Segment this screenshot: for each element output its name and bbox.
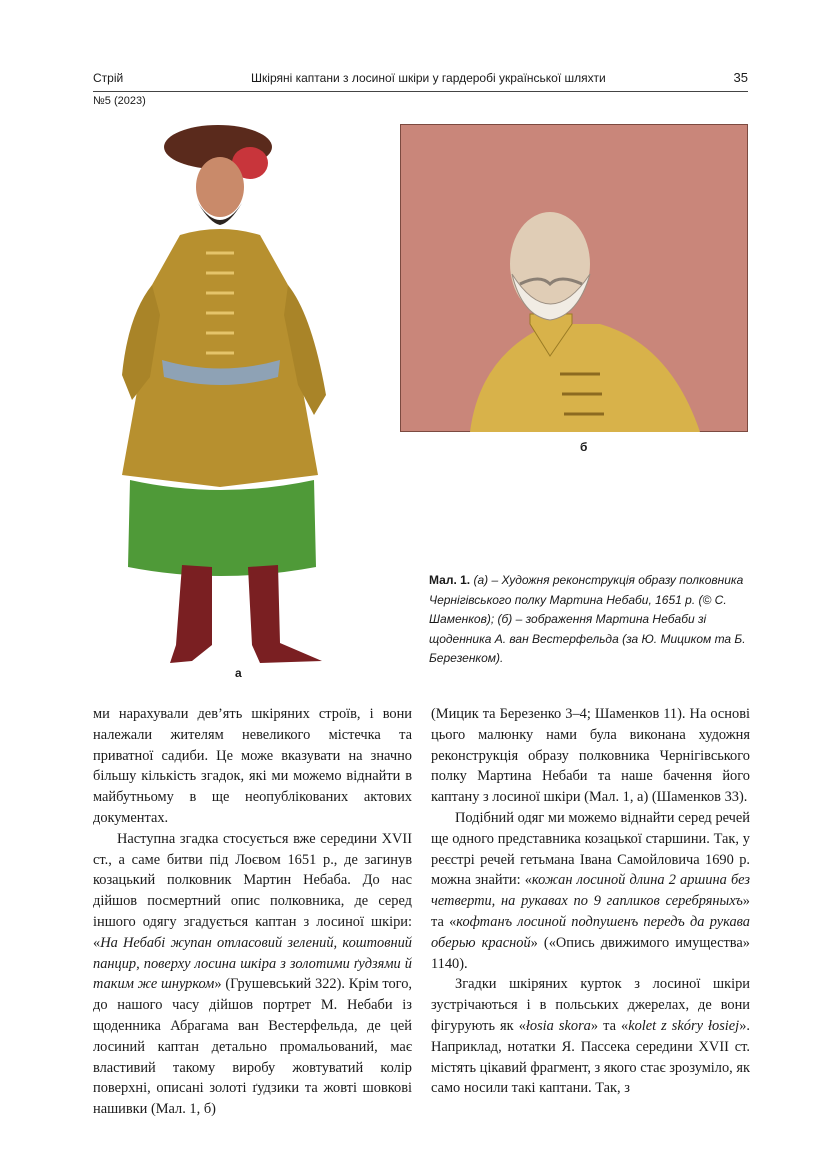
head xyxy=(196,157,244,217)
quote-koftan: кофтанъ лосиной подпушенъ передъ да рукава оберью красной xyxy=(431,913,750,951)
left-paragraph-2 xyxy=(93,829,412,1120)
left-column xyxy=(93,704,412,1120)
page-number: 35 xyxy=(733,70,748,85)
right-paragraph-1: (Мицик та Березенко 3–4; Шаменков 11). На основі цього малюнку нами була виконана художня реконструкція образу полковника Чернігівського полку Мартина Небаби та наше бачення його каптану з лосиної шкіри (Мал. 1, а) (Шаменков 33). xyxy=(431,706,750,806)
caption-prefix: Мал. 1. xyxy=(429,573,471,587)
text-run: » (Грушевський 322). Крім того, до нашого часу дійшов портрет М. Небаби із щоденника Абрагама ван Вестерфельда, де цей лосиний каптан детально промальований, має властивий такому виробу жовтуватий колір поверхні, описані золоті ґудзики та жовті шовкові нашивки (Мал. 1, б) xyxy=(93,976,412,1118)
left-paragraph-1: ми нарахували дев’ять шкіряних строїв, і вони належали жителям невеликого містечка та приватної садиби. Це може вказувати на значно більшу кількість згадок, які ми можемо віднайти в майбутньому в ще неопублікованих актових документах. xyxy=(93,706,412,826)
quote-losia-skora: łosia skora xyxy=(525,1017,591,1034)
text-run: » та « xyxy=(431,893,750,930)
running-title: Шкіряні каптани з лосиної шкіри у гардеробі української шляхти xyxy=(251,71,606,85)
figure-b-illustration xyxy=(400,124,748,432)
text-run: » («Опись движимого имущества» 1140). xyxy=(431,934,750,972)
right-paragraph-2 xyxy=(431,808,750,974)
issue-number: №5 (2023) xyxy=(93,95,146,107)
green-skirt xyxy=(128,480,316,576)
text-run: Подібний одяг ми можемо віднайти серед речей ще одного представника козацької старшини. Так, у реєстрі речей гетьмана Івана Самойловича 1690 р. можна знайти: « xyxy=(431,809,750,889)
figure-a-illustration xyxy=(100,115,350,675)
text-run: Згадки шкіряних курток з лосиної шкіри зустрічаються і в польських джерелах, де вони фігурують як « xyxy=(431,976,750,1034)
figure-label-b: б xyxy=(580,440,588,454)
running-header xyxy=(93,70,748,85)
right-paragraph-3 xyxy=(431,974,750,1099)
text-run: Наступна згадка стосується вже середини XVII ст., а саме битви під Лоєвом 1651 р., де загинув козацький полковник Мартин Небаба. До нас дійшов посмертний опис полковника, де серед іншого одягу згадується каптан з лосиної шкіри: « xyxy=(93,830,412,951)
right-boot xyxy=(248,565,322,663)
text-run: » та « xyxy=(590,1017,629,1034)
left-boot xyxy=(170,565,212,663)
figure-label-a: а xyxy=(235,666,242,680)
figure-caption xyxy=(429,571,749,669)
quote-kolet: kolet z skóry łosiej xyxy=(628,1017,740,1034)
caption-text: (а) – Художня реконструкція образу полковника Чернігівського полку Мартина Небаби, 1651 р. (© С. Шаменков); (б) – зображення Мартина Небаби зі щоденника А. ван Вестерфельда (за Ю. Мициком та Б. Березенком). xyxy=(429,573,746,665)
quote-kozhan: кожан лосиной длина 2 аршина без четверти, на рукавах по 9 гапликов серебряныхъ xyxy=(431,872,750,910)
journal-name: Стрій xyxy=(93,71,124,85)
text-run: ». Наприклад, нотатки Я. Пассека середини XVII ст. містять цікавий фрагмент, з якого стає зрозуміло, як само носили такі каптани. Так, з xyxy=(431,1017,750,1097)
quote-nebaba: На Небабі жупан отласовий зелений, коштовний панцир, поверху лосина шкіра з золотими ґудзями й таким же шнурком xyxy=(93,934,412,993)
header-rule xyxy=(93,91,748,92)
right-column xyxy=(431,704,750,1099)
